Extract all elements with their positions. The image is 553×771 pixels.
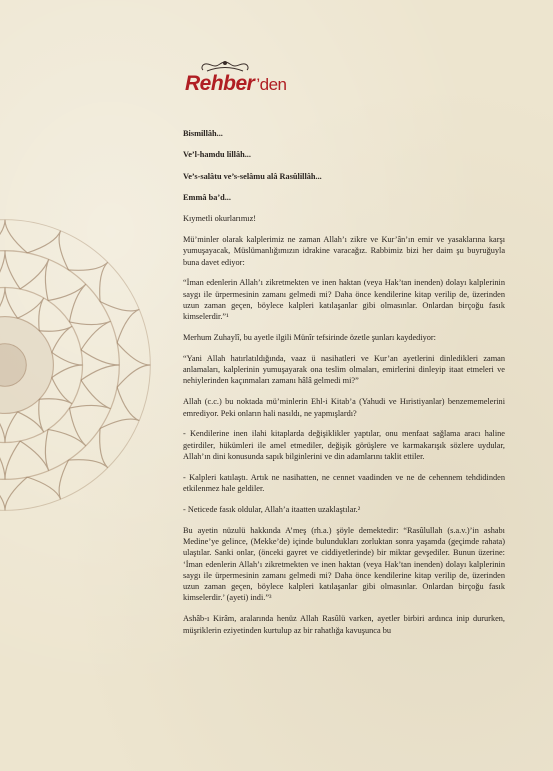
- article-paragraph: Bu ayetin nüzulü hakkında A’meş (rh.a.) şöyle demektedir: “Rasûlullah (s.a.v.)’in ashabı Medine’ye gelince, (Mekke’de) içinde bulundukları zorluktan sonra yaşamda (geçimde rahata) ulaştılar. Sanki onlar, (önceki gayret ve ciddiyetlerinde) bir miktar gevşediler. Bunun üzerine: ‘İman edenlerin Allah’ı zikretmekten ve inen haktan (veya Hak’tan inenden) dolayı kalplerinin saygı ile ürpermesinin zamanı gelmedi mi? Daha önce kendilerine kitap verilip de, üzerinden uzun zaman geçen, böylece kalpleri katılaşanlar gibi olmasınlar. Onlardan birçoğu fasık kimselerdir.’ (ayeti) indi.”³: [183, 525, 505, 603]
- article-paragraph: Ashâb-ı Kirâm, aralarında henüz Allah Rasûlü varken, ayetler birbiri ardınca inip dururken, müşriklerin eziyetinden kurtulup az bir rahatlığa kavuşunca bu: [183, 614, 505, 635]
- mandala-ornament: [0, 210, 160, 520]
- article-paragraph: - Kendilerine inen ilahi kitaplarda değişiklikler yaptılar, onu menfaat sağlama aracı haline getirdiler, hükümleri ile amel etmediler, değişik görüşlere ve karmakarışık sözlere uydular, Allah’ın dini konusunda sapık bilginlerini ve din adamlarını taklit ettiler.: [183, 429, 505, 461]
- article-paragraph: Allah (c.c.) bu noktada mü’minlerin Ehl-i Kitab’a (Yahudi ve Hıristiyanlar) benzememelerini emrediyor. Peki onların hali nasıldı, ne yapmışlardı?: [183, 397, 505, 418]
- greeting-line: Bismillâh...: [183, 129, 223, 138]
- logo-text: Rehber: [185, 72, 255, 95]
- article-paragraph: Mü’minler olarak kalplerimiz ne zaman Allah’ı zikre ve Kur’ân’ın emir ve yasaklarına karşı yumuşayacak, Müslümanlığımızın idrakine varacağız. Rabbimiz bizi her daim şu buyruğuyla buna davet ediyor:: [183, 234, 505, 267]
- page-header: [185, 60, 305, 110]
- greeting-line: Emmâ ba’d...: [183, 192, 231, 202]
- article-paragraph: - Kalpleri katılaştı. Artık ne nasihatten, ne cennet vaadinden ve ne de cehennem tehdidinden etkilenmez hale geldiler.: [183, 472, 505, 494]
- article-paragraph: “Yani Allah hatırlatıldığında, vaaz ü nasihatleri ve Kur’an ayetlerini dinledikleri zaman anlamaları, kalplerinin yumuşayarak ona teslim olmaları, emirlerini dinleyip itaat etmeleri ve nehiylerinden kaçınmaları zamanı hâlâ gelmedi mi?”: [183, 353, 505, 386]
- article-paragraph: “İman edenlerin Allah’ı zikretmekten ve inen haktan (veya Hak’tan inenden) dolayı kalplerinin saygı ile ürpermesinin zamanı gelmedi mi? Daha önce kendilerine kitap verilip de, üzerinden uzun zaman geçen, böylece kalpleri katılaşanlar gibi olmasınlar. Onlardan birçoğu fasık kimselerdir.”¹: [183, 278, 505, 322]
- rehber-logo: [185, 72, 287, 96]
- article-paragraph: - Neticede fasık oldular, Allah’a itaatten uzaklaştılar.²: [183, 504, 361, 514]
- article-paragraph: Merhum Zuhaylî, bu ayetle ilgili Münîr tefsirinde özetle şunları kaydediyor:: [183, 333, 436, 343]
- greeting-line: Ve’l-hamdu lillâh...: [183, 150, 251, 160]
- article-paragraph: Kıymetli okurlarımız!: [183, 214, 257, 224]
- greeting-line: Ve’s-salâtu ve’s-selâmu alâ Rasûlillâh...: [183, 171, 322, 181]
- article-body: [183, 128, 505, 645]
- logo-suffix: ’den: [256, 75, 287, 94]
